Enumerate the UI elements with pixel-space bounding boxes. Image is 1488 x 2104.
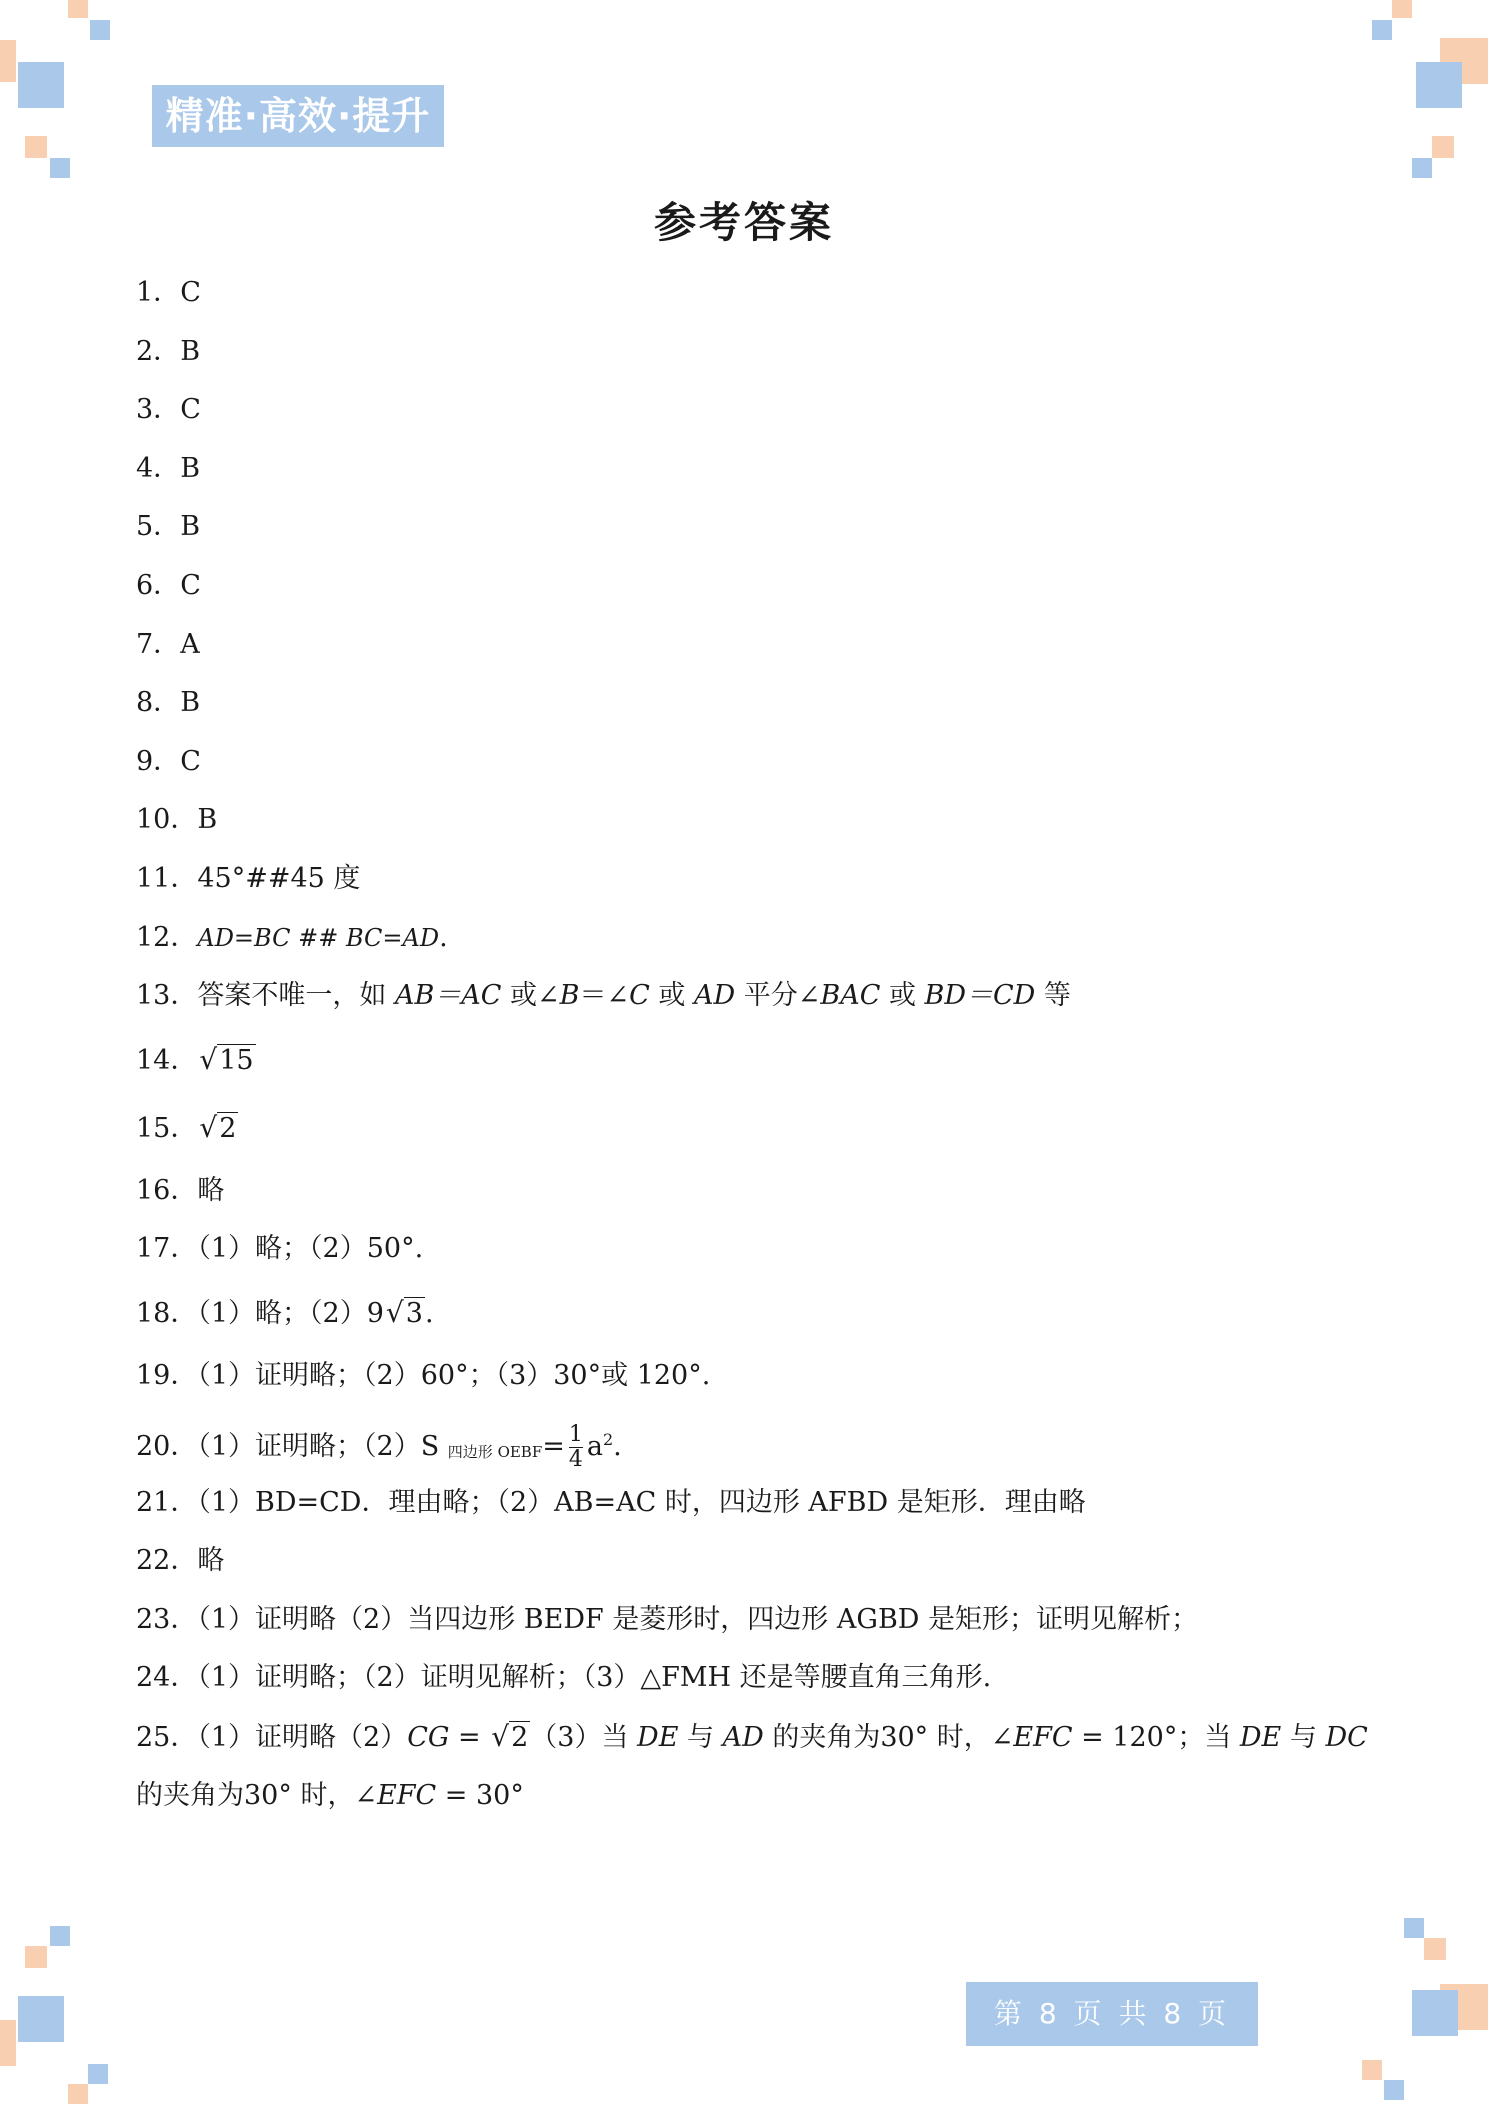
answer-item: 22．略 [136,1545,225,1577]
decor-square [0,2020,16,2066]
answer-item: 5．B [136,511,201,543]
answer-item: 15．√2 [136,1094,1376,1162]
decor-square [1416,62,1462,108]
answer-item: 10．B [136,804,218,836]
answer-item: 2．B [136,335,201,367]
decor-square [1372,20,1392,40]
answer-item: 3．C [136,394,201,426]
answer-item: 4．B [136,452,201,484]
answer-item: 19．（1）证明略；（2）60°；（3）30°或 120°. [136,1359,711,1391]
answer-item: 12．AD=BC ## BC=AD. [136,921,448,953]
decor-square [1404,1918,1424,1938]
answer-item: 1．C [136,277,201,308]
decor-square [25,1946,47,1968]
page-title: 参考答案 [653,198,834,247]
decor-square [1412,158,1432,178]
decor-square [68,2084,88,2104]
decor-square [68,0,88,18]
decor-square [1432,136,1454,158]
decor-square [25,136,47,158]
answer-item: 16．略 [136,1174,225,1206]
sqrt-expression: √15 [199,1042,254,1076]
answer-item: 6．C [136,569,201,601]
decor-square [1392,0,1412,18]
answer-item: 9．C [136,745,201,777]
fraction: $\frac{1}{4}$ [568,1421,583,1472]
decor-square [88,2064,108,2084]
decor-square [90,20,110,40]
answer-item: 11．45°##45 度 [136,862,361,894]
decor-square [18,1996,64,2042]
decor-square [1412,1990,1458,2036]
answer-item: 17．（1）略；（2）50°. [136,1233,424,1265]
answer-item: 14．√15 [136,1026,1376,1094]
answer-item: 21．（1）BD=CD．理由略；（2）AB=AC 时，四边形 AFBD 是矩形．理由略 [136,1486,1086,1518]
answer-item: 20．（1）证明略；（2）S 四边形 OEBF= $\frac{1}{4}$ $a^2$. [136,1421,622,1472]
answer-item: 13．答案不唯一，如 AB＝AC 或∠B＝∠C 或 AD 平分∠BAC 或 BD＝CD 等 [136,980,1071,1012]
decor-square [1362,2060,1382,2080]
decor-square [1384,2080,1404,2100]
sqrt-expression: √2 [491,1719,529,1753]
answer-item: 8．B [136,687,201,719]
decor-square [1424,1938,1446,1960]
answer-item: 18．（1）略；（2）9√3. [136,1279,1376,1347]
page-number: 第 8 页 共 8 页 [966,1982,1258,2046]
answer-item: 24．（1）证明略；（2）证明见解析；（3）△FMH 还是等腰直角三角形. [136,1662,992,1694]
decor-square [18,62,64,108]
answer-item: 7．A [136,628,200,660]
sqrt-expression: √2 [199,1110,237,1144]
answer-list [136,264,1376,1826]
brand-banner: 精准·高效·提升 [152,85,444,147]
answer-item: 23．（1）证明略（2）当四边形 BEDF 是菱形时，四边形 AGBD 是矩形；证明见解析； [136,1603,1199,1635]
answer-item: 25．（1）证明略（2）CG = √2（3）当 DE 与 AD 的夹角为30° 时，∠EFC = 120°；当 DE 与 DC 的夹角为30° 时，∠EFC = 30° [136,1708,1376,1826]
decor-square [0,40,16,82]
decor-square [50,1926,70,1946]
sqrt-expression: √3 [385,1295,423,1329]
decor-square [50,158,70,178]
